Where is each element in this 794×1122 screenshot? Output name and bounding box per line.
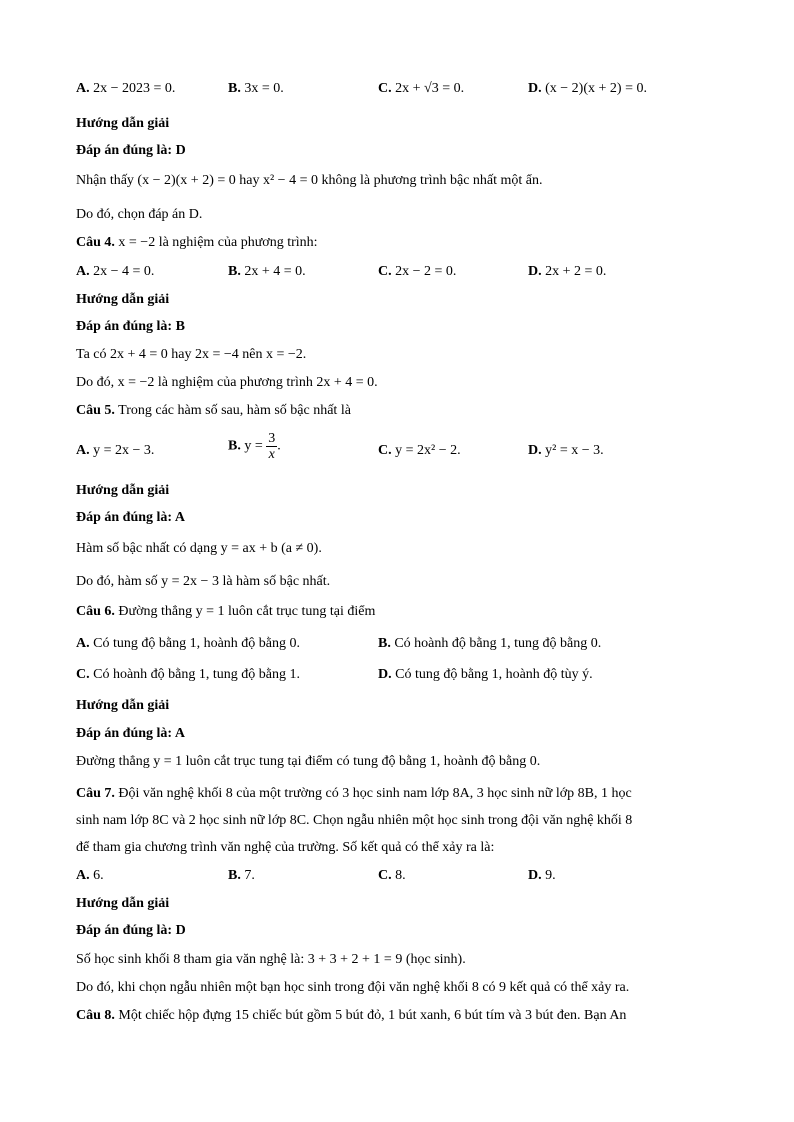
option-d: D. y² = x − 3. [528, 443, 604, 458]
option-a: A. Có tung độ bằng 1, hoành độ bằng 0. [76, 636, 300, 651]
answer-line: Đáp án đúng là: A [76, 510, 185, 525]
option-d: D. (x − 2)(x + 2) = 0. [528, 81, 647, 96]
option-c: C. 2x + √3 = 0. [378, 81, 465, 96]
question-6: Câu 6. Đường thẳng y = 1 luôn cắt trục tung tại điểm [76, 604, 376, 619]
question-8: Câu 8. Một chiếc hộp đựng 15 chiếc bút gồm 5 bút đỏ, 1 bút xanh, 6 bút tím và 3 bút đen. Bạn An [76, 1008, 627, 1023]
guide-heading: Hướng dẫn giải [76, 483, 170, 498]
option-b: B. 2x + 4 = 0. [228, 264, 306, 279]
answer-line: Đáp án đúng là: D [76, 923, 186, 938]
question-7-text: sinh nam lớp 8C và 2 học sinh nữ lớp 8C. Chọn ngẫu nhiên một học sinh trong đội văn nghệ khối 8 [76, 813, 633, 828]
question-4: Câu 4. x = −2 là nghiệm của phương trình: [76, 235, 318, 250]
option-c: C. y = 2x² − 2. [378, 443, 461, 458]
option-c: C. 2x − 2 = 0. [378, 264, 457, 279]
option-d: D. 2x + 2 = 0. [528, 264, 607, 279]
guide-heading: Hướng dẫn giải [76, 698, 170, 713]
explanation-line: Hàm số bậc nhất có dạng y = ax + b (a ≠ 0). [76, 541, 322, 556]
option-d: D. Có tung độ bằng 1, hoành độ tùy ý. [378, 667, 593, 682]
question-7: Câu 7. Đội văn nghệ khối 8 của một trường có 3 học sinh nam lớp 8A, 3 học sinh nữ lớp 8B, 1 học [76, 786, 632, 801]
question-7-text: để tham gia chương trình văn nghệ của trường. Số kết quả có thể xảy ra là: [76, 840, 495, 855]
option-a: A. 6. [76, 868, 104, 883]
answer-line: Đáp án đúng là: A [76, 726, 185, 741]
question-5: Câu 5. Trong các hàm số sau, hàm số bậc nhất là [76, 403, 351, 418]
option-d: D. 9. [528, 868, 556, 883]
guide-heading: Hướng dẫn giải [76, 896, 170, 911]
option-c: C. Có hoành độ bằng 1, tung độ bằng 1. [76, 667, 300, 682]
explanation-line: Do đó, khi chọn ngẫu nhiên một bạn học sinh trong đội văn nghệ khối 8 có 9 kết quả có thể xảy ra. [76, 980, 630, 995]
explanation-line: Nhận thấy (x − 2)(x + 2) = 0 hay x² − 4 = 0 không là phương trình bậc nhất một ẩn. [76, 173, 543, 188]
explanation-line: Do đó, hàm số y = 2x − 3 là hàm số bậc nhất. [76, 574, 331, 589]
explanation-line: Ta có 2x + 4 = 0 hay 2x = −4 nên x = −2. [76, 347, 307, 362]
fraction: $\frac{3}{x}$ [268, 431, 276, 462]
explanation-line: Số học sinh khối 8 tham gia văn nghệ là: 3 + 3 + 2 + 1 = 9 (học sinh). [76, 952, 466, 967]
option-b: B. y = $\frac{3}{x}$ . [228, 431, 281, 462]
explanation-line: Đường thẳng y = 1 luôn cắt trục tung tại điểm có tung độ bằng 1, hoành độ bằng 0. [76, 754, 541, 769]
option-b: B. Có hoành độ bằng 1, tung độ bằng 0. [378, 636, 602, 651]
answer-line: Đáp án đúng là: B [76, 319, 185, 334]
option-a: A. 2x − 2023 = 0. [76, 81, 176, 96]
answer-line: Đáp án đúng là: D [76, 143, 186, 158]
option-c: C. 8. [378, 868, 406, 883]
explanation-line: Do đó, chọn đáp án D. [76, 207, 203, 222]
option-b: B. 3x = 0. [228, 81, 284, 96]
option-a: A. y = 2x − 3. [76, 443, 155, 458]
guide-heading: Hướng dẫn giải [76, 292, 170, 307]
explanation-line: Do đó, x = −2 là nghiệm của phương trình 2x + 4 = 0. [76, 375, 378, 390]
option-a: A. 2x − 4 = 0. [76, 264, 155, 279]
guide-heading: Hướng dẫn giải [76, 116, 170, 131]
option-b: B. 7. [228, 868, 255, 883]
